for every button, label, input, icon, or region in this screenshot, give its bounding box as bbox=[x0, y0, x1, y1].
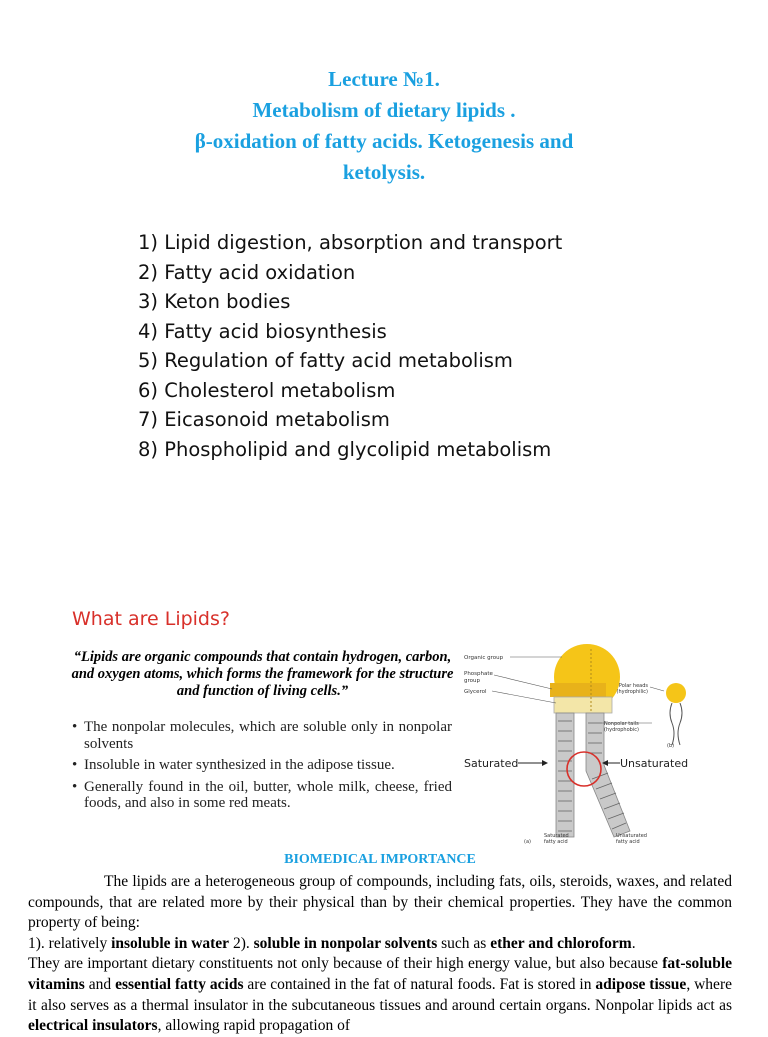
bullet-icon: • bbox=[72, 778, 78, 795]
unsaturated-fatty-acid-label-2: fatty acid bbox=[616, 839, 640, 845]
topic-item: 7) Eicasonoid metabolism bbox=[138, 408, 390, 431]
topic-item: 1) Lipid digestion, absorption and transport bbox=[138, 231, 563, 254]
title-line-3: β-oxidation of fatty acids. Ketogenesis and bbox=[194, 129, 574, 153]
list-item: • The nonpolar molecules, which are soluble only in nonpolar solvents bbox=[72, 719, 452, 752]
phosphate-label-2: group bbox=[464, 678, 480, 684]
unsaturated-label: Unsaturated bbox=[620, 757, 689, 770]
lipids-slide bbox=[70, 605, 720, 850]
topic-item: 5) Regulation of fatty acid metabolism bbox=[138, 349, 513, 372]
topic-list bbox=[138, 228, 562, 464]
list-item: • Generally found in the oil, butter, whole milk, cheese, fried foods, and also in some red meats. bbox=[72, 778, 452, 811]
bullet-icon: • bbox=[72, 757, 78, 773]
bullet-icon: • bbox=[72, 719, 78, 735]
title-line-4: ketolysis. bbox=[342, 160, 426, 184]
title-line-2: Metabolism of dietary lipids . bbox=[252, 98, 516, 122]
topic-item: 6) Cholesterol metabolism bbox=[138, 378, 396, 402]
lecture-title bbox=[0, 64, 768, 188]
topic-item: 4) Fatty acid biosynthesis bbox=[138, 319, 387, 343]
nonpolar-tails-label: Nonpolar tails bbox=[604, 721, 639, 727]
paragraph: They are important dietary constituents not only because of their high energy value, but also because fat-soluble vitamins and essential fatty acids are contained in the fat of natural foods. Fat is stored in adipose tissue, where it also serves as a thermal insulator in the subcutaneous tissues and around certain organs. Nonpolar lipids act as electrical insulators, allowing rapid propagation of bbox=[28, 955, 732, 1035]
phosphate-shape bbox=[550, 683, 606, 697]
saturated-fatty-acid-label: Saturated bbox=[544, 833, 569, 839]
saturated-label: Saturated bbox=[464, 757, 519, 770]
saturated-fatty-acid-label-2: fatty acid bbox=[544, 839, 568, 845]
lipids-definition: “Lipids are organic compounds that contain hydrogen, carbon, and oxygen atoms, which forms the framework for the structure and function of living cells.” bbox=[71, 649, 454, 699]
paragraph: The lipids are a heterogeneous group of compounds, including fats, oils, steroids, waxes, and related compounds, that are related more by their physical than by their chemical properties. They have the common property of being: bbox=[28, 873, 732, 932]
list-item: • Insoluble in water synthesized in the adipose tissue. bbox=[72, 757, 395, 773]
glycerol-shape bbox=[554, 697, 612, 713]
unsaturated-fatty-acid-label: Unsaturated bbox=[616, 833, 647, 839]
saturated-tail-shape bbox=[556, 713, 574, 837]
polar-heads-label: Polar heads bbox=[618, 683, 648, 689]
phosphate-label: Phosphate bbox=[464, 671, 493, 677]
topic-item: 8) Phospholipid and glycolipid metabolism bbox=[138, 437, 552, 461]
lipids-heading: What are Lipids? bbox=[72, 608, 230, 630]
label-a: (a) bbox=[524, 839, 531, 845]
polar-heads-label-2: (hydrophilic) bbox=[616, 689, 648, 695]
label-b: (b) bbox=[667, 743, 675, 749]
glycerol-label: Glycerol bbox=[464, 689, 487, 695]
topic-item: 2) Fatty acid oxidation bbox=[138, 260, 356, 284]
phospholipid-diagram bbox=[462, 635, 722, 855]
title-line-1: Lecture №1. bbox=[328, 67, 440, 91]
biomedical-heading: BIOMEDICAL IMPORTANCE bbox=[284, 852, 476, 867]
paragraph: 1). relatively insoluble in water 2). soluble in nonpolar solvents such as ether and chloroform. bbox=[28, 934, 636, 952]
lipids-bullets bbox=[72, 719, 452, 817]
nonpolar-tails-label-2: (hydrophobic) bbox=[604, 727, 639, 733]
organic-group-label: Organic group bbox=[464, 655, 504, 661]
biomedical-body bbox=[28, 872, 732, 1037]
topic-item: 3) Keton bodies bbox=[138, 290, 291, 313]
